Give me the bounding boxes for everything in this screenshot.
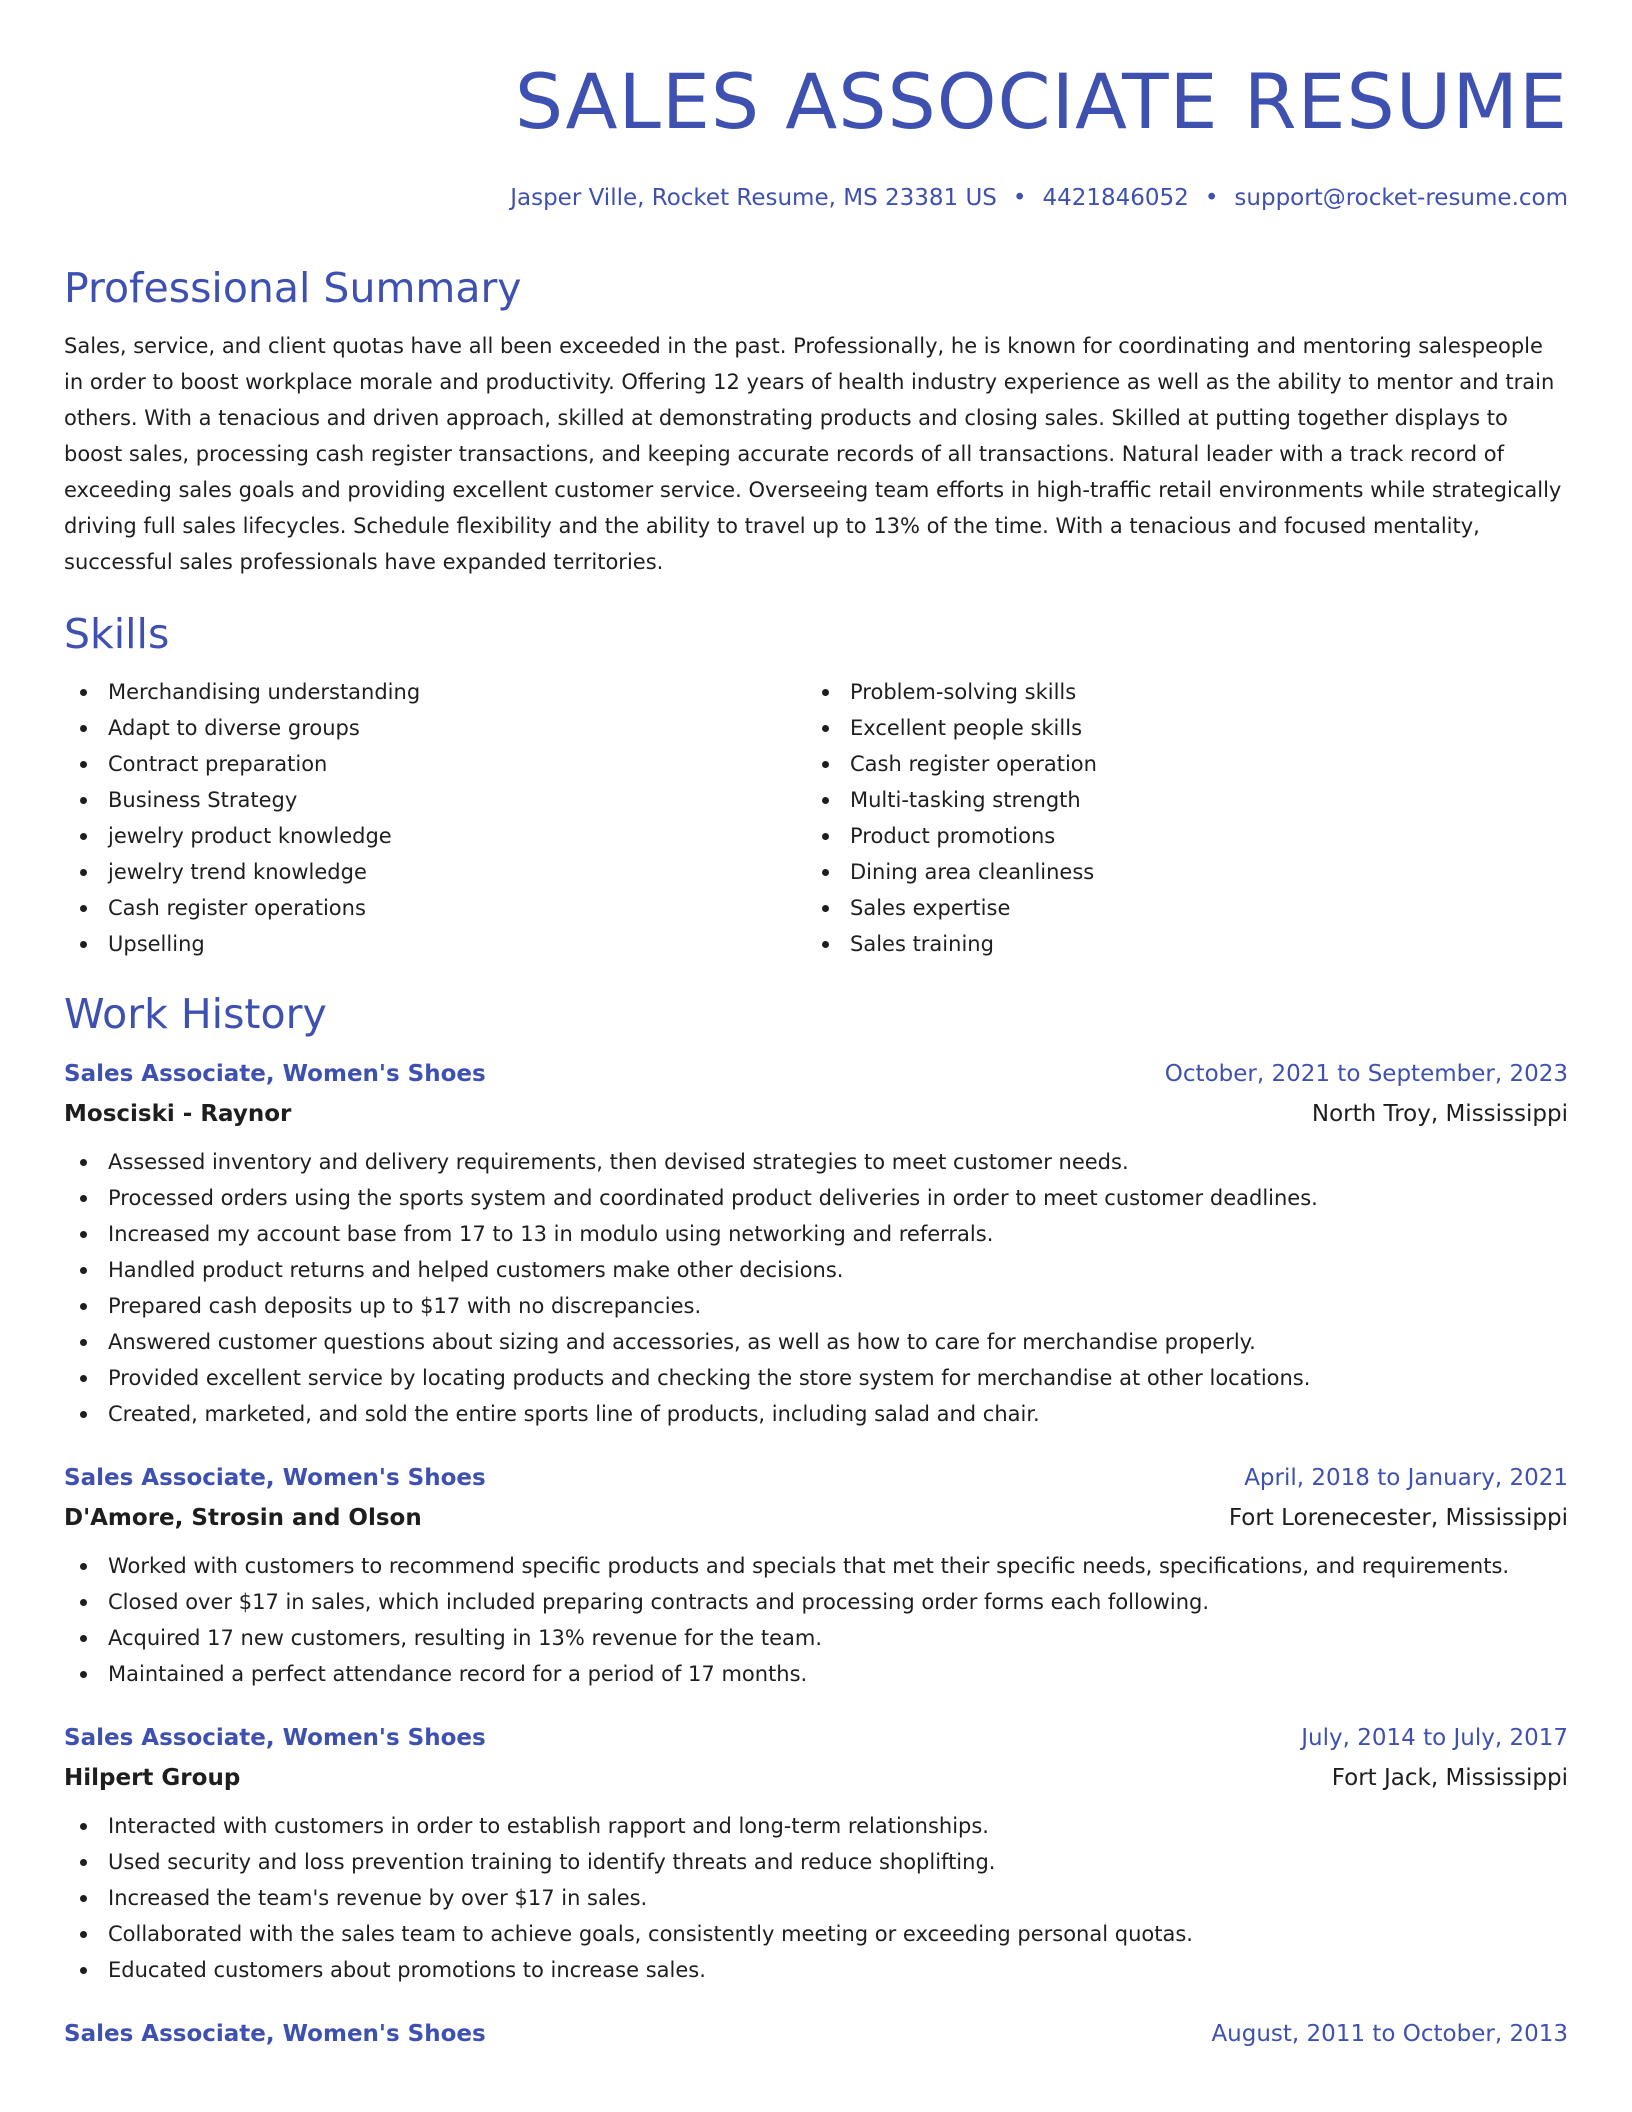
- job-bullet: Acquired 17 new customers, resulting in 13% revenue for the team.: [64, 1620, 1568, 1656]
- contact-line: [510, 182, 1568, 214]
- job-company-row: [64, 1758, 1568, 1798]
- skill-item: Upselling: [64, 926, 806, 962]
- job-bullet: Closed over $17 in sales, which included preparing contracts and processing order forms each following.: [64, 1584, 1568, 1620]
- contact-separator: •: [1012, 185, 1027, 211]
- job-bullet: Answered customer questions about sizing and accessories, as well as how to care for merchandise properly.: [64, 1324, 1568, 1360]
- job-bullet: Interacted with customers in order to establish rapport and long-term relationships.: [64, 1808, 1568, 1844]
- job-title: Sales Associate, Women's Shoes: [64, 1061, 486, 1087]
- job-entry: [64, 1458, 1568, 1692]
- job-bullet: Handled product returns and helped customers make other decisions.: [64, 1252, 1568, 1288]
- job-bullet: Prepared cash deposits up to $17 with no discrepancies.: [64, 1288, 1568, 1324]
- skill-item: Excellent people skills: [806, 710, 1548, 746]
- resume-content: [64, 260, 1568, 2080]
- job-bullets: [64, 1548, 1568, 1692]
- job-title: Sales Associate, Women's Shoes: [64, 1725, 486, 1751]
- job-bullet: Increased my account base from 17 to 13 in modulo using networking and referrals.: [64, 1216, 1568, 1252]
- skill-item: Cash register operations: [64, 890, 806, 926]
- skills-heading: Skills: [64, 610, 170, 658]
- job-company-row: [64, 1498, 1568, 1538]
- work-history-heading: Work History: [64, 990, 327, 1038]
- summary-section: [64, 260, 1568, 580]
- skill-item: Dining area cleanliness: [806, 854, 1548, 890]
- job-title-row: [64, 1054, 1568, 1094]
- skills-list-left: [64, 674, 806, 962]
- job-bullets: [64, 1144, 1568, 1432]
- job-entry: [64, 1718, 1568, 1988]
- skill-item: jewelry trend knowledge: [64, 854, 806, 890]
- job-entry: [64, 2014, 1568, 2054]
- skill-item: Cash register operation: [806, 746, 1548, 782]
- skill-item: Problem-solving skills: [806, 674, 1548, 710]
- skill-item: Contract preparation: [64, 746, 806, 782]
- job-bullet: Created, marketed, and sold the entire sports line of products, including salad and chair.: [64, 1396, 1568, 1432]
- job-dates: October, 2021 to September, 2023: [1164, 1061, 1568, 1087]
- job-bullet: Educated customers about promotions to increase sales.: [64, 1952, 1568, 1988]
- skills-list-right: [806, 674, 1548, 962]
- skill-item: Adapt to diverse groups: [64, 710, 806, 746]
- job-title: Sales Associate, Women's Shoes: [64, 2021, 486, 2047]
- skill-item: Sales expertise: [806, 890, 1548, 926]
- job-bullet: Provided excellent service by locating products and checking the store system for merchandise at other locations.: [64, 1360, 1568, 1396]
- work-history-section: [64, 986, 1568, 2054]
- job-location: Fort Lorenecester, Mississippi: [1228, 1505, 1568, 1531]
- job-bullet: Collaborated with the sales team to achieve goals, consistently meeting or exceeding personal quotas.: [64, 1916, 1568, 1952]
- contact-email: support@rocket-resume.com: [1234, 185, 1568, 211]
- job-title-row: [64, 1458, 1568, 1498]
- skill-item: Sales training: [806, 926, 1548, 962]
- job-company: D'Amore, Strosin and Olson: [64, 1505, 422, 1531]
- contact-address: Jasper Ville, Rocket Resume, MS 23381 US: [510, 185, 997, 211]
- skill-item: Multi-tasking strength: [806, 782, 1548, 818]
- job-location: Fort Jack, Mississippi: [1331, 1765, 1568, 1791]
- contact-separator: •: [1204, 185, 1219, 211]
- job-location: North Troy, Mississippi: [1311, 1101, 1568, 1127]
- summary-text: Sales, service, and client quotas have all been exceeded in the past. Professionally, he is known for coordinating and mentoring salespeople in order to boost workplace morale and productivity. Offering 12 years of health industry experience as well as the ability to mentor and train others. With a tenacious and driven approach, skilled at demonstrating products and closing sales. Skilled at putting together displays to boost sales, processing cash register transactions, and keeping accurate records of all transactions. Natural leader with a track record of exceeding sales goals and providing excellent customer service. Overseeing team efforts in high-traffic retail environments while strategically driving full sales lifecycles. Schedule flexibility and the ability to travel up to 13% of the time. With a tenacious and focused mentality, successful sales professionals have expanded territories.: [64, 334, 1562, 574]
- skills-section: [64, 606, 1568, 962]
- job-bullet: Assessed inventory and delivery requirements, then devised strategies to meet customer needs.: [64, 1144, 1568, 1180]
- job-bullet: Used security and loss prevention training to identify threats and reduce shoplifting.: [64, 1844, 1568, 1880]
- skills-columns: [64, 674, 1568, 962]
- job-dates: July, 2014 to July, 2017: [1301, 1725, 1568, 1751]
- skill-item: jewelry product knowledge: [64, 818, 806, 854]
- skill-item: Business Strategy: [64, 782, 806, 818]
- job-title: Sales Associate, Women's Shoes: [64, 1465, 486, 1491]
- job-bullet: Increased the team's revenue by over $17 in sales.: [64, 1880, 1568, 1916]
- job-company: Mosciski - Raynor: [64, 1101, 292, 1127]
- job-bullet: Maintained a perfect attendance record for a period of 17 months.: [64, 1656, 1568, 1692]
- job-title-row: [64, 2014, 1568, 2054]
- job-bullet: Worked with customers to recommend specific products and specials that met their specific needs, specifications, and requirements.: [64, 1548, 1568, 1584]
- job-bullet: Processed orders using the sports system and coordinated product deliveries in order to meet customer deadlines.: [64, 1180, 1568, 1216]
- skill-item: Product promotions: [806, 818, 1548, 854]
- resume-header: [510, 52, 1568, 214]
- job-dates: April, 2018 to January, 2021: [1244, 1465, 1568, 1491]
- summary-heading: Professional Summary: [64, 264, 522, 312]
- job-title-row: [64, 1718, 1568, 1758]
- job-entry: [64, 1054, 1568, 1432]
- job-company-row: [64, 1094, 1568, 1134]
- skill-item: Merchandising understanding: [64, 674, 806, 710]
- contact-phone: 4421846052: [1042, 185, 1189, 211]
- job-dates: August, 2011 to October, 2013: [1211, 2021, 1568, 2047]
- resume-title: SALES ASSOCIATE RESUME: [514, 57, 1568, 146]
- job-company: Hilpert Group: [64, 1765, 241, 1791]
- job-bullets: [64, 1808, 1568, 1988]
